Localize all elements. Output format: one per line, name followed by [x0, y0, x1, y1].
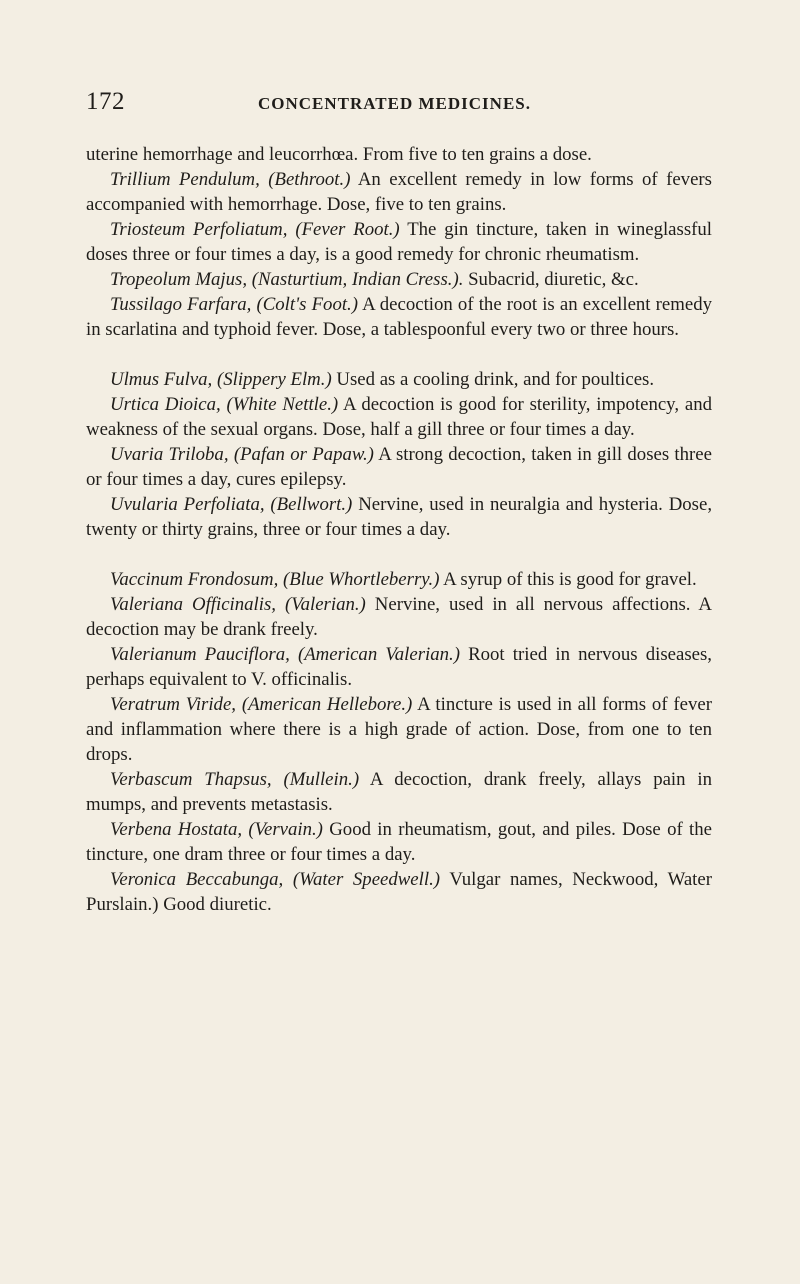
entry-ulmus — [86, 367, 712, 392]
entry-text: A strong decoction, taken in gill doses three or four times a day, cures epilepsy. — [86, 444, 712, 490]
latin-name: Triosteum Perfoliatum, — [110, 219, 288, 240]
common-name: (Fever Root.) — [295, 219, 400, 240]
latin-name: Tussilago Farfara, — [110, 294, 252, 315]
common-name: (American Valerian.) — [297, 644, 460, 665]
book-page — [86, 88, 712, 917]
entry-text: Nervine, used in neuralgia and hysteria. Dose, twenty or thirty grains, three or four times a day. — [86, 494, 713, 540]
entry-valerianum — [86, 642, 712, 692]
latin-name: Verbascum Thapsus, — [110, 769, 272, 790]
entry-verbascum — [86, 767, 712, 817]
latin-name: Valerianum Pauciflora, — [110, 644, 290, 665]
latin-name: Veronica Beccabunga, — [110, 869, 284, 890]
common-name: (Valerian.) — [284, 594, 366, 615]
entry-text: A syrup of this is good for gravel. — [443, 569, 697, 590]
common-name: (Mullein.) — [283, 769, 360, 790]
entry-text: A tincture is used in all forms of fever and inflammation where there is a high grade of action. Dose, from one to ten drops. — [86, 694, 712, 765]
entry-tussilago — [86, 292, 712, 342]
latin-name: Verbena Hostata, — [110, 819, 243, 840]
entry-verbena — [86, 817, 712, 867]
entry-urtica — [86, 392, 712, 442]
page-header — [86, 88, 712, 128]
common-name: (American Hellebore.) — [241, 694, 413, 715]
latin-name: Uvularia Perfoliata, — [110, 494, 265, 515]
page-number: 172 — [86, 88, 125, 115]
entry-text: Subacrid, diuretic, &c. — [468, 269, 639, 290]
latin-name: Veratrum Viride, — [110, 694, 236, 715]
latin-name: Valeriana Officinalis, — [110, 594, 276, 615]
common-name: (Blue Whortleberry.) — [283, 569, 440, 590]
entry-veratrum — [86, 692, 712, 767]
entry-text: Nervine, used in all nervous affections. A decoction may be drank freely. — [86, 594, 712, 640]
entry-triosteum — [86, 217, 712, 267]
entry-trillium — [86, 167, 712, 217]
common-name: (Nasturtium, Indian Cress.). — [251, 269, 464, 290]
common-name: (Water Speedwell.) — [292, 869, 441, 890]
common-name: (Bethroot.) — [268, 169, 351, 190]
entry-uvaria — [86, 442, 712, 492]
latin-name: Tropeolum Majus, — [110, 269, 248, 290]
entry-text: Used as a cooling drink, and for poultices. — [336, 369, 655, 390]
common-name: (Bellwort.) — [270, 494, 353, 515]
common-name: (Slippery Elm.) — [216, 369, 332, 390]
entry-text: Root tried in nervous diseases, perhaps equivalent to V. officinalis. — [86, 644, 712, 690]
entry-valeriana — [86, 592, 712, 642]
entry-text: A decoction, drank freely, allays pain in mumps, and prevents metastasis. — [86, 769, 712, 815]
entry-tropeolum — [86, 267, 712, 292]
latin-name: Trillium Pendulum, — [110, 169, 260, 190]
entry-continuation — [86, 142, 712, 167]
latin-name: Vaccinum Frondosum, — [110, 569, 279, 590]
latin-name: Ulmus Fulva, — [110, 369, 213, 390]
entry-text: The gin tincture, taken in wineglassful doses three or four times a day, is a good remedy for chronic rheumatism. — [86, 219, 712, 265]
latin-name: Urtica Dioica, — [110, 394, 221, 415]
entry-text: Good in rheumatism, gout, and piles. Dose of the tincture, one dram three or four times a day. — [86, 819, 712, 865]
entry-text: A decoction of the root is an excellent remedy in scarlatina and typhoid fever. Dose, a tablespoonful every two or three hours. — [86, 294, 712, 340]
entry-vaccinum — [86, 567, 712, 592]
common-name: (Vervain.) — [248, 819, 323, 840]
common-name: (Pafan or Papaw.) — [233, 444, 374, 465]
entry-veronica — [86, 867, 712, 917]
entry-text: uterine hemorrhage and leucorrhœa. From five to ten grains a dose. — [86, 144, 592, 165]
entry-text: Vulgar names, Neckwood, Water Purslain.) Good diuretic. — [86, 869, 712, 915]
common-name: (Colt's Foot.) — [256, 294, 358, 315]
entry-text: A decoction is good for sterility, impotency, and weakness of the sexual organs. Dose, half a gill three or four times a day. — [86, 394, 712, 440]
entry-text: An excellent remedy in low forms of fevers accompanied with hemorrhage. Dose, five to ten grains. — [86, 169, 712, 215]
entry-uvularia — [86, 492, 712, 542]
latin-name: Uvaria Triloba, — [110, 444, 229, 465]
common-name: (White Nettle.) — [226, 394, 339, 415]
running-head: CONCENTRATED MEDICINES. — [258, 94, 531, 113]
page-body — [86, 142, 712, 917]
